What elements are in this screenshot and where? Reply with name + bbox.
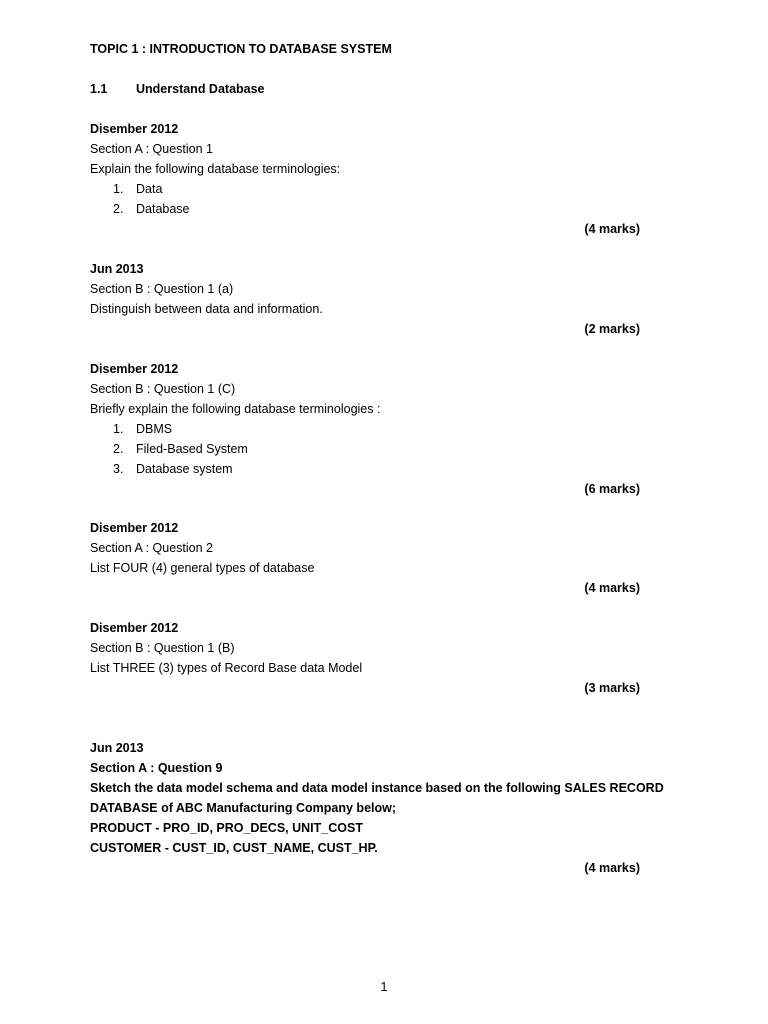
- question-section: Section A : Question 2: [90, 541, 213, 555]
- marks-label: (4 marks): [584, 222, 640, 236]
- page-number: 1: [380, 980, 388, 994]
- question-section: Section B : Question 1 (B): [90, 641, 235, 655]
- question-prompt-line: Sketch the data model schema and data model instance based on the following SALES RECORD: [90, 781, 664, 795]
- list-item-number: 3.: [113, 462, 124, 476]
- exam-session: Disember 2012: [90, 521, 179, 535]
- list-item: DBMS: [136, 422, 173, 436]
- marks-label: (4 marks): [584, 861, 640, 875]
- exam-session: Jun 2013: [90, 262, 144, 276]
- question-section: Section A : Question 1: [90, 142, 213, 156]
- list-item: Database system: [136, 462, 233, 476]
- list-item-number: 2.: [113, 442, 124, 456]
- marks-label: (2 marks): [584, 322, 640, 336]
- question-prompt: Distinguish between data and information.: [90, 302, 323, 316]
- list-item-number: 1.: [113, 422, 124, 436]
- list-item: Data: [136, 182, 163, 196]
- list-item: Database: [136, 202, 190, 216]
- subtopic-number: 1.1: [90, 82, 108, 96]
- question-section: Section B : Question 1 (a): [90, 282, 234, 296]
- subtopic-title: Understand Database: [136, 82, 265, 96]
- question-prompt: Briefly explain the following database terminologies :: [90, 402, 381, 416]
- question-prompt: List THREE (3) types of Record Base data Model: [90, 661, 363, 675]
- question-section: Section A : Question 9: [90, 761, 223, 775]
- exam-session: Disember 2012: [90, 122, 179, 136]
- exam-session: Disember 2012: [90, 621, 179, 635]
- marks-label: (4 marks): [584, 581, 640, 595]
- topic-title: TOPIC 1 : INTRODUCTION TO DATABASE SYSTEM: [90, 42, 392, 56]
- list-item-number: 1.: [113, 182, 124, 196]
- marks-label: (6 marks): [584, 482, 640, 496]
- question-prompt-line: CUSTOMER - CUST_ID, CUST_NAME, CUST_HP.: [90, 841, 378, 855]
- question-prompt: Explain the following database terminologies:: [90, 162, 341, 176]
- list-item-number: 2.: [113, 202, 124, 216]
- question-prompt-line: PRODUCT - PRO_ID, PRO_DECS, UNIT_COST: [90, 821, 363, 835]
- question-prompt: List FOUR (4) general types of database: [90, 561, 315, 575]
- exam-session: Disember 2012: [90, 362, 179, 376]
- exam-session: Jun 2013: [90, 741, 144, 755]
- question-section: Section B : Question 1 (C): [90, 382, 236, 396]
- list-item: Filed-Based System: [136, 442, 248, 456]
- marks-label: (3 marks): [584, 681, 640, 695]
- question-prompt-line: DATABASE of ABC Manufacturing Company below;: [90, 801, 397, 815]
